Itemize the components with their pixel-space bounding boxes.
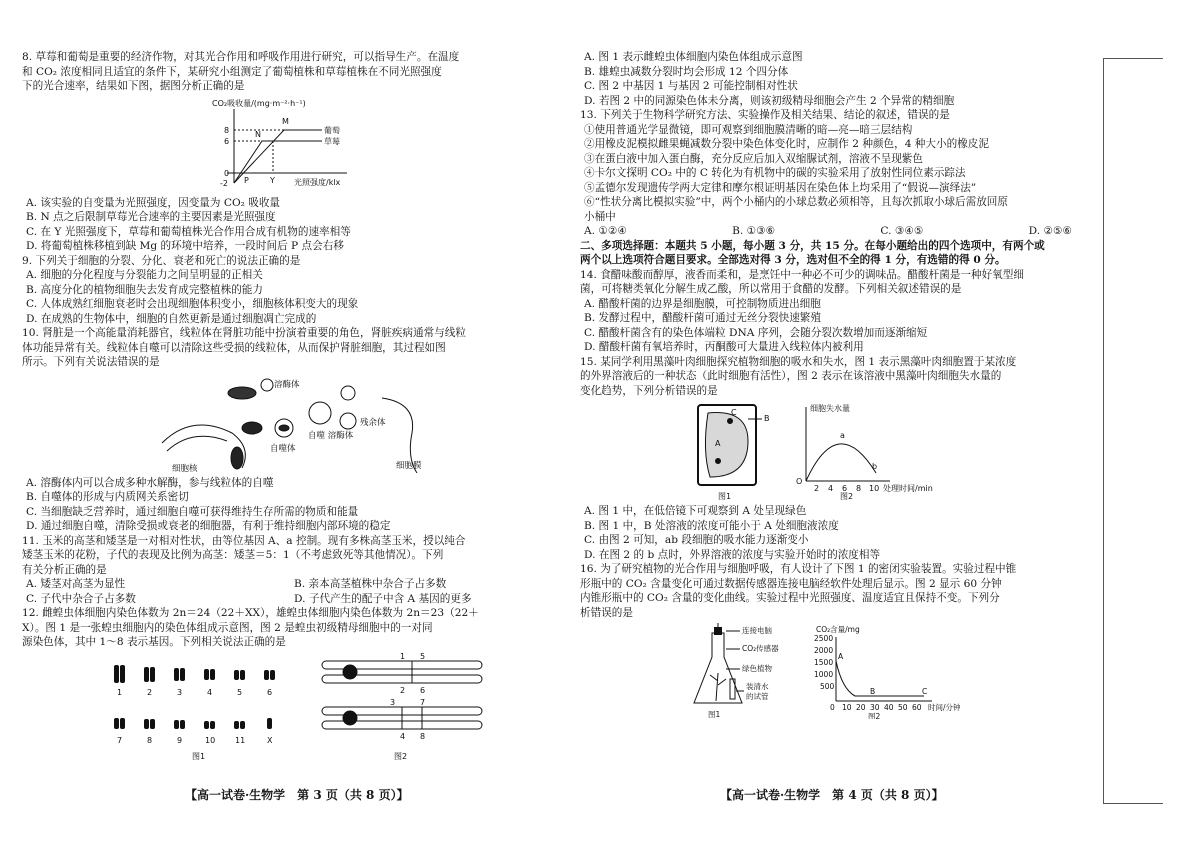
q15-point-a: a [840, 431, 845, 440]
chromosome-icon [204, 721, 209, 729]
q11-option-a: A. 矮茎对高茎为显性 [26, 578, 126, 590]
q11-line: 矮茎玉米的花粉，子代的表现及比例为高茎：矮茎＝5：1（不考虑致死等其他情况）。下列 [22, 549, 444, 561]
q16-ytick: 1000 [814, 670, 834, 679]
q14-option-a: A. 醋酸杆菌的边界是细胞膜，可控制物质进出细胞 [584, 297, 821, 310]
q10-option-a: A. 溶酶体内可以合成多种水解酶，参与线粒体的自噬 [26, 476, 274, 489]
chromosome-icon [174, 720, 179, 729]
q11-option-d: D. 子代产生的配子中含 A 基因的更多 [294, 592, 472, 605]
q8-photosynthesis-graph [22, 97, 562, 193]
question-9 [22, 254, 562, 327]
q15-xtick: 4 [828, 484, 834, 493]
q8-point-m: M [282, 116, 289, 126]
q13-item: ②用橡皮泥模拟雌果蝇减数分裂中染色体变化时，应制作 2 种颜色，4 种大小的橡皮泥 [584, 138, 989, 150]
q8-label-grape: 葡萄 [324, 125, 340, 135]
chromosome-icon [264, 670, 269, 680]
q15-fig1-caption: 图1 [718, 492, 732, 501]
footer-page-4: 【高一试卷·生物学 第 4 页（共 8 页）】 [720, 788, 944, 802]
q16-ytick: 0 [830, 703, 835, 712]
q16-line: 内锥形瓶中的 CO₂ 含量的变化曲线。实验过程中光照强度、温度适宜且保持不变。下列分 [580, 592, 1000, 604]
q15-option-c: C. 由图 2 可知，ab 段细胞的吸水能力逐渐变小 [584, 534, 809, 546]
q9-option-d: D. 在成熟的生物体中，细胞的自然更新是通过细胞凋亡完成的 [26, 312, 317, 325]
chromosome-icon [180, 668, 185, 681]
q11-options-row [22, 592, 562, 607]
q10-er-fold-icon [167, 436, 227, 451]
q8-line: 和 CO₂ 浓度相同且适宜的条件下，某研究小组测定了葡萄植株和草莓植株在不同光照强度 [22, 65, 442, 78]
q15-line: 变化趋势，下列分析错误的是 [580, 384, 718, 397]
q14-line: 菌，可将糖类氧化分解生成乙酸，所以常用于食醋的发酵。下列相关叙述错误的是 [580, 283, 962, 295]
q8-figure [22, 97, 562, 193]
q16-line: 析错误的是 [580, 606, 633, 619]
q12-karyotype [114, 665, 275, 761]
q15-line: 15. 某同学利用黑藻叶肉细胞探究植物细胞的吸水和失水，图 1 表示黑藻叶肉细胞置于某浓度 [580, 355, 1017, 368]
q8-point-p: P [244, 175, 249, 185]
q10-golgi-icon [228, 387, 256, 399]
q16-fig2-caption: 图2 [868, 712, 881, 719]
karyo-label: 4 [207, 687, 213, 697]
gene-label: 3 [390, 697, 396, 707]
q9-option-b: B. 高度分化的植物细胞失去发育成完整植株的能力 [26, 283, 263, 296]
q8-tick-m2: -2 [220, 178, 228, 188]
section-2-heading: 二、多项选择题：本题共 5 小题，每小题 3 分，共 15 分。在每小题给出的四个选项中，有两个或 [580, 239, 1045, 252]
q15-xlabel: 处理时间/min [883, 484, 933, 493]
q13-item: ⑤孟德尔发现遗传学两大定律和摩尔根证明基因在染色体上均采用了“假说—演绎法” [584, 181, 977, 194]
q15-plasmolysis-figures [580, 401, 1092, 501]
q16-ytick: 500 [820, 682, 835, 691]
chromosome-icon [204, 669, 209, 680]
q16-plant-icon [710, 673, 726, 701]
q15-fig2-caption: 图2 [840, 492, 854, 501]
q15-point-b: b [872, 462, 878, 471]
q13-item: ⑥“性状分离比模拟实验”中，两个小桶内的小球总数必须相等，且每次抓取小球后需放回原 [584, 196, 1008, 208]
q13-stem: 13. 下列关于生物科学研究方法、实验操作及相关结果、结论的叙述，错误的是 [580, 109, 950, 121]
q10-label-membrane: 细胞膜 [396, 460, 422, 471]
chromosome-icon [180, 720, 185, 729]
chromosome-icon [240, 721, 245, 729]
q10-label-autophagosome: 自噬体 [270, 443, 296, 454]
q16-line: 形瓶中的 CO₂ 含量变化可通过数据传感器连接电脑经软件处理后显示。图 2 显示 60 分钟 [580, 577, 1002, 590]
q15-label-b: B [764, 414, 770, 423]
q8-point-y: Y [270, 175, 275, 185]
q12-figure [22, 653, 562, 763]
chromosome-icon [150, 719, 155, 729]
q10-damaged-mito-icon [231, 447, 243, 469]
gene-label: 8 [420, 731, 426, 741]
q14-line: 14. 食醋味酸而醇厚，液香而柔和，是烹饪中一种必不可少的调味品。醋酸杆菌是一种好氧型细 [580, 268, 1024, 281]
q15-line: 的外界溶液后的一种状态（此时细胞有活性），图 2 表示在该溶液中黑藻叶肉细胞失水量的 [580, 370, 1002, 382]
q10-digest-icon [341, 386, 355, 400]
q8-option-b: B. N 点之后限制草莓光合速率的主要因素是光照强度 [26, 211, 276, 223]
gene-label: 4 [400, 731, 406, 741]
karyo-label: X [267, 735, 273, 745]
q16-line: 16. 为了研究植物的光合作用与细胞呼吸，有人设计了下图 1 的密闭实验装置。实验过程中锥 [580, 563, 1017, 575]
page-4 [580, 50, 1092, 722]
q15-xtick: 8 [856, 484, 862, 493]
centromere-icon [343, 665, 357, 679]
q9-stem: 9. 下列关于细胞的分裂、分化、衰老和死亡的说法正确的是 [22, 254, 301, 267]
chromosome-icon [234, 721, 239, 729]
q10-option-b: B. 自噬体的形成与内质网关系密切 [26, 491, 189, 503]
q16-xtick: 30 [870, 703, 880, 712]
chromosome-icon [174, 668, 179, 681]
q8-tick-0: 0 [224, 168, 230, 178]
q10-autolysosome-icon [309, 402, 331, 424]
q12-fig2-caption: 图2 [394, 751, 408, 761]
q16-xtick: 10 [842, 703, 852, 712]
chromosome-icon [114, 718, 119, 729]
q12-line: 源染色体，其中 1～8 表示基因。下列相关说法正确的是 [22, 636, 286, 648]
q11-option-b: B. 亲本高茎植株中杂合子占多数 [294, 578, 447, 590]
q11-options-row [22, 577, 562, 592]
q10-option-d: D. 通过细胞自噬，清除受损或衰老的细胞器，有利于维持细胞内部环境的稳定 [26, 520, 391, 532]
q13-option-d: D. ②⑤⑥ [1028, 225, 1072, 237]
chromosome-icon [120, 665, 125, 683]
q15-water-loss-curve [806, 444, 876, 481]
q10-residual-body-icon [340, 413, 356, 429]
q8-option-a: A. 该实验的自变量为光照强度，因变量为 CO₂ 吸收量 [26, 196, 281, 209]
q10-label-nucleus: 细胞核 [172, 463, 198, 473]
q10-line: 体功能异常有关。线粒体自噬可以清除这些受损的线粒体，从而保护肾脏细胞，其过程如图 [22, 341, 446, 354]
question-11 [22, 534, 562, 607]
footer-page-3: 【高一试卷·生物学 第 3 页（共 8 页）】 [185, 788, 409, 802]
q12-chromosome-figures [22, 653, 562, 763]
q16-label: 连接电脑 [742, 626, 772, 635]
q16-figure [580, 623, 1092, 719]
q16-label: CO₂传感器 [742, 644, 779, 653]
binding-mark-bottom [1103, 803, 1163, 804]
q16-ytick: 2500 [814, 634, 834, 643]
q16-fig1-caption: 图1 [708, 710, 721, 719]
question-14 [580, 268, 1092, 355]
q16-ytick: 1500 [814, 658, 834, 667]
question-12 [22, 606, 562, 763]
karyo-label: 8 [147, 735, 153, 745]
q15-chloroplast-icon [715, 458, 721, 464]
q15-chloroplast-icon [727, 418, 733, 424]
q13-item: 小桶中 [584, 210, 616, 223]
q16-point-a: A [838, 652, 844, 661]
q10-label-autolysosome: 自噬 溶酶体 [308, 430, 354, 441]
chromosome-icon [270, 670, 275, 680]
q10-lysosome-icon [261, 379, 273, 391]
karyo-label: 10 [205, 735, 216, 745]
chromosome-icon [210, 721, 215, 729]
q15-option-b: B. 图 1 中，B 处溶液的浓度可能小于 A 处细胞液浓度 [584, 519, 839, 532]
chromosome-icon [144, 719, 149, 729]
q10-line: 所示。下列有关说法错误的是 [22, 356, 160, 368]
question-8 [22, 50, 562, 254]
q13-option-a: A. ①②④ [584, 225, 627, 237]
karyo-label: 11 [235, 735, 246, 745]
section-2-heading: 两个以上选项符合题目要求。全部选对得 3 分，选对但不全的得 1 分，有选错的得 0 分。 [580, 254, 1006, 266]
q13-item: ①使用普通光学显微镜，即可观察到细胞膜清晰的暗—亮—暗三层结构 [584, 123, 913, 136]
q15-protoplast-icon [705, 413, 748, 477]
q8-option-d: D. 将葡萄植株移植到缺 Mg 的环境中培养，一段时间后 P 点会右移 [26, 240, 344, 252]
q16-ylabel: CO₂含量/mg [816, 625, 860, 634]
q10-mitochondrion-icon [242, 422, 262, 434]
q10-engulfed-mito-icon [279, 425, 289, 431]
q12-option-a: A. 图 1 表示雌蝗虫体细胞内染色体组成示意图 [584, 51, 803, 63]
q16-point-c: C [922, 687, 928, 696]
q16-label: 绿色植物 [742, 664, 772, 673]
question-15 [580, 355, 1092, 563]
q11-line: 11. 玉米的高茎和矮茎是一对相对性状，由等位基因 A、a 控制。现有多株高茎玉米，授以纯合 [22, 534, 466, 547]
chromosome-icon [150, 667, 155, 682]
q16-point-b: B [870, 687, 876, 696]
page-3 [22, 50, 562, 766]
q8-ylabel: CO₂吸收量/(mg·m⁻²·h⁻¹) [212, 98, 306, 108]
q15-option-a: A. 图 1 中，在低倍镜下可观察到 A 处呈现绿色 [584, 505, 807, 517]
q9-option-a: A. 细胞的分化程度与分裂能力之间呈明显的正相关 [26, 269, 263, 281]
q16-xtick: 50 [898, 703, 908, 712]
question-16 [580, 562, 1092, 719]
q8-tick-8: 8 [224, 125, 230, 135]
q15-figure [580, 401, 1092, 501]
q13-option-b: B. ①③⑥ [732, 225, 776, 237]
q12-line: X）。图 1 是一张蝗虫细胞内的染色体组成示意图，图 2 是蝗虫初级精母细胞中的一对同 [22, 621, 433, 634]
q15-label-a: A [715, 439, 721, 448]
karyo-label: 3 [177, 687, 183, 697]
karyo-label: 7 [117, 735, 123, 745]
q15-xtick: 2 [814, 484, 820, 493]
q12-fig1-caption: 图1 [192, 751, 206, 761]
q16-label: 的试管 [746, 692, 769, 701]
gene-label: 2 [400, 685, 406, 695]
q15-ylabel: 细胞失水量 [810, 404, 850, 413]
chromosome-icon [120, 718, 125, 729]
q15-xtick: 10 [869, 484, 880, 493]
q8-line: 下的光合速率，结果如下图，据图分析正确的是 [22, 80, 245, 92]
q12-option-d: D. 若图 2 中的同源染色体未分离，则该初级精母细胞会产生 2 个异常的精细胞 [584, 94, 955, 107]
q12-option-c: C. 图 2 中基因 1 与基因 2 可能控制相对性状 [584, 80, 798, 92]
chromosome-icon [240, 670, 245, 680]
binding-line [1103, 58, 1104, 803]
q11-line: 有关分析正确的是 [22, 563, 107, 576]
karyo-label: 2 [147, 687, 153, 697]
q11-option-c: C. 子代中杂合子占多数 [26, 592, 136, 605]
q16-xtick: 40 [884, 703, 894, 712]
question-10 [22, 326, 562, 534]
q13-options-row [580, 224, 1092, 239]
q16-stopper-icon [714, 627, 722, 635]
q10-line: 10. 肾脏是一个高能量消耗器官，线粒体在肾脏功能中扮演着重要的角色，肾脏疾病通常与线粒 [22, 327, 466, 339]
q10-figure [22, 373, 562, 473]
q9-option-c: C. 人体成熟红细胞衰老时会出现细胞体积变小，细胞核体积变大的现象 [26, 298, 359, 310]
gene-label: 6 [420, 685, 426, 695]
q16-apparatus-and-graph [580, 623, 1092, 719]
q15-xtick: 6 [842, 484, 848, 493]
binding-mark-top [1103, 58, 1163, 59]
q16-xtick: 20 [856, 703, 866, 712]
q16-co2-curve [836, 661, 924, 696]
karyo-label: 9 [177, 735, 183, 745]
gene-label: 7 [420, 697, 426, 707]
q12-option-b: B. 雄蝗虫减数分裂时均会形成 12 个四分体 [584, 65, 789, 78]
q14-option-d: D. 醋酸杆菌有氧培养时，丙酮酸可大量进入线粒体内被利用 [584, 341, 864, 353]
q15-option-d: D. 在图 2 的 b 点时，外界溶液的浓度与实验开始时的浓度相等 [584, 548, 881, 561]
gene-label: 5 [420, 652, 426, 661]
q14-option-c: C. 醋酸杆菌含有的染色体端粒 DNA 序列，会随分裂次数增加而逐渐缩短 [584, 326, 928, 339]
karyo-label: 6 [267, 687, 273, 697]
q10-option-c: C. 当细胞缺乏营养时，通过细胞自噬可获得维持生存所需的物质和能量 [26, 505, 359, 518]
chromosome-icon [234, 670, 239, 680]
q13-item: ③在蛋白液中加入蛋白酶，充分反应后加入双缩脲试剂，溶液不呈现紫色 [584, 152, 923, 165]
q8-point-n: N [255, 129, 261, 139]
karyo-label: 1 [117, 687, 123, 697]
q12-homologous-pair [322, 661, 482, 729]
q16-xlabel: 时间/分钟 [928, 703, 961, 712]
q15-origin: O [796, 477, 803, 486]
chromosome-icon [267, 718, 272, 729]
chromosome-icon [114, 665, 119, 683]
karyo-label: 5 [237, 687, 243, 697]
question-13 [580, 108, 1092, 239]
chromosome-icon [210, 669, 215, 680]
q15-label-c: C [731, 408, 737, 417]
q10-label-residual: 残余体 [360, 417, 386, 428]
gene-label: 1 [400, 652, 406, 661]
q8-tick-6: 6 [224, 136, 230, 146]
q10-label-lysosome: 溶酶体 [274, 379, 300, 390]
q8-line: 8. 草莓和葡萄是重要的经济作物，对其光合作用和呼吸作用进行研究，可以指导生产。在温度 [22, 51, 460, 63]
chromosome-icon [144, 667, 149, 682]
q8-label-strawberry: 草莓 [324, 136, 340, 146]
q13-item: ④卡尔文探明 CO₂ 中的 C 转化为有机物中的碳的实验采用了放射性同位素示踪法 [584, 167, 966, 179]
q8-xlabel: 光照强度/klx [294, 177, 341, 187]
q8-option-c: C. 在 Y 光照强度下，草莓和葡萄植株光合作用合成有机物的速率相等 [26, 225, 351, 238]
q16-label: 装清水 [746, 682, 769, 691]
q12-line: 12. 雌蝗虫体细胞内染色体数为 2n＝24（22＋XX），雄蝗虫体细胞内染色体数为 2n＝23（22＋ [22, 607, 479, 619]
q16-ytick: 2000 [814, 646, 834, 655]
q14-option-b: B. 发酵过程中，醋酸杆菌可通过无丝分裂快速繁殖 [584, 312, 821, 324]
centromere-icon [343, 711, 357, 725]
q13-option-c: C. ③④⑤ [880, 225, 924, 237]
q10-autophagy-diagram [22, 373, 562, 473]
q16-xtick: 60 [912, 703, 922, 712]
